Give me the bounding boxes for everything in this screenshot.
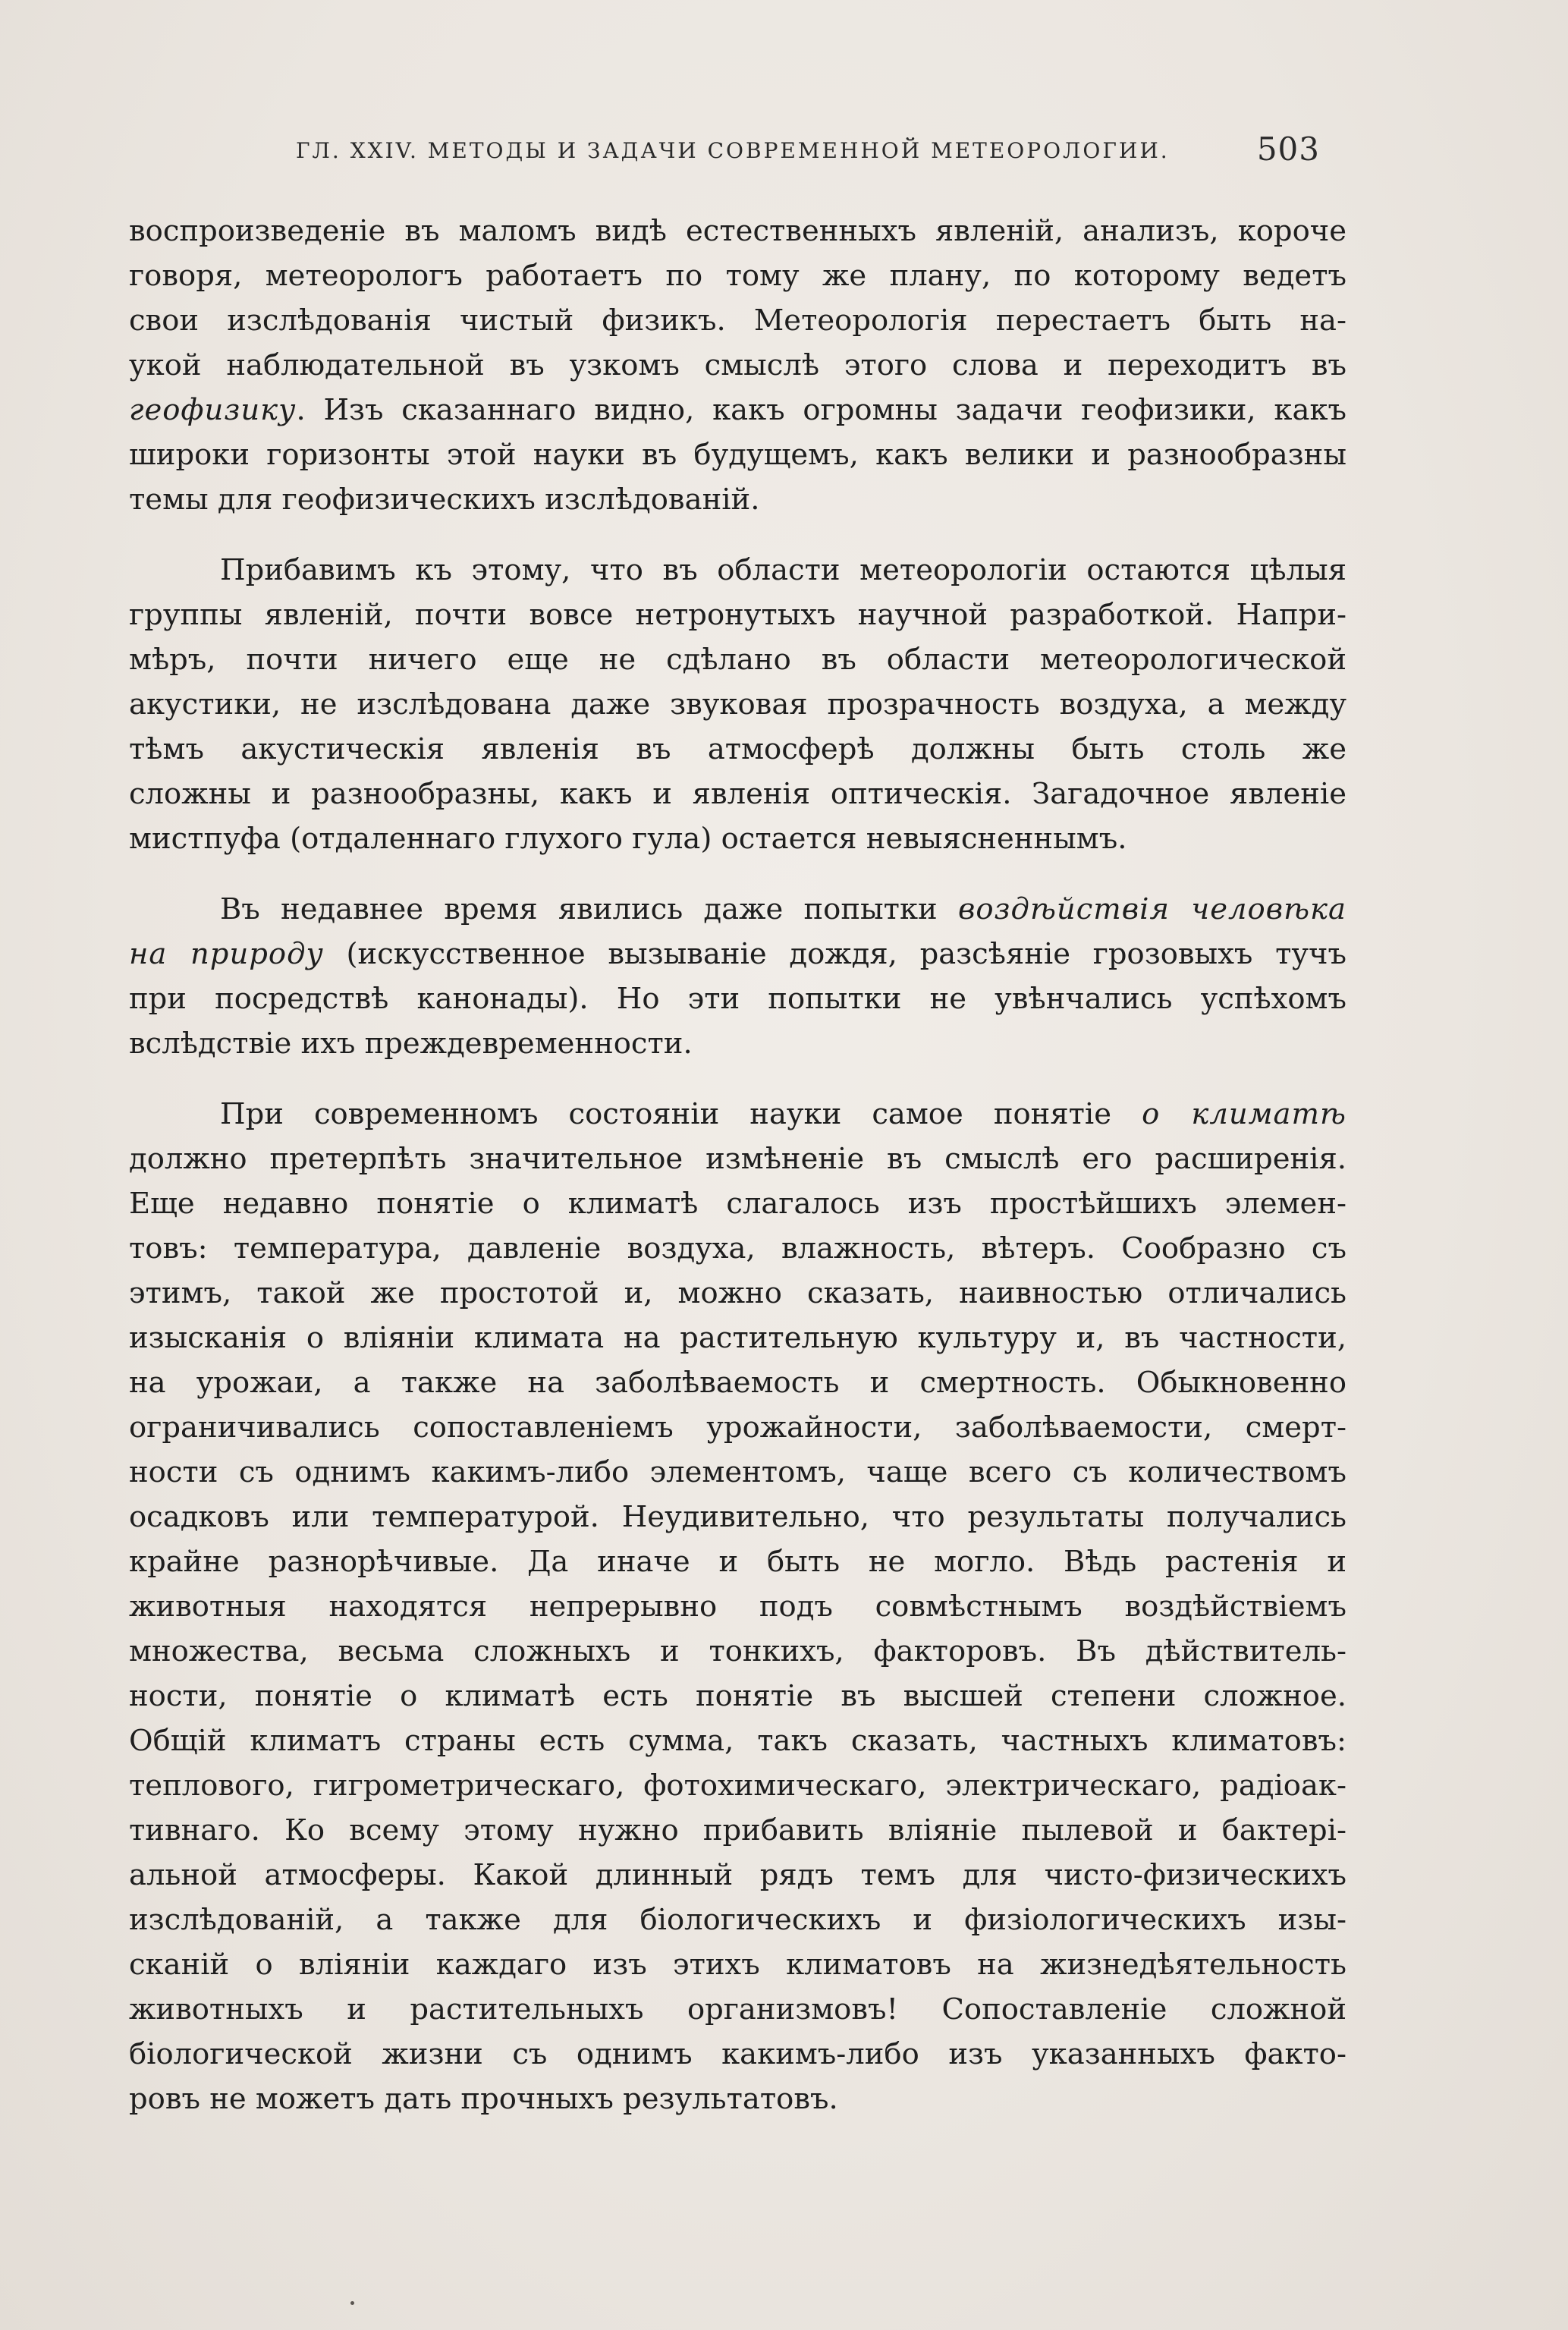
text-run: животныя находятся непрерывно подъ совмѣстнымъ воздѣйствiемъ bbox=[129, 1589, 1346, 1624]
text-line bbox=[129, 1808, 1346, 1853]
text-line bbox=[129, 682, 1346, 727]
paragraph bbox=[129, 1092, 1346, 2121]
paragraph bbox=[129, 887, 1346, 1066]
paper-speck bbox=[350, 2301, 354, 2305]
text-line bbox=[129, 1226, 1346, 1271]
text-line bbox=[129, 1763, 1346, 1808]
text-line bbox=[129, 1942, 1346, 1987]
text-line bbox=[129, 432, 1346, 477]
text-line bbox=[129, 727, 1346, 772]
text-run: группы явленiй, почти вовсе нетронутыхъ научной разработкой. Напри- bbox=[129, 598, 1346, 632]
text-run: бiологической жизни съ однимъ какимъ-либо изъ указанныхъ факто- bbox=[129, 2037, 1346, 2071]
text-line bbox=[129, 298, 1346, 343]
text-run: темы для геофизическихъ изслѣдованiй. bbox=[129, 483, 760, 517]
text-run: этимъ, такой же простотой и, можно сказать, наивностью отличались bbox=[129, 1276, 1346, 1310]
text-run: крайне разнорѣчивые. Да иначе и быть не могло. Вѣдь растенiя и bbox=[129, 1545, 1346, 1579]
text-line bbox=[129, 1316, 1346, 1360]
text-run: сложны и разнообразны, какъ и явленiя оптическiя. Загадочное явленiе bbox=[129, 777, 1346, 811]
text-run: акустики, не изслѣдована даже звуковая прозрачность воздуха, а между bbox=[129, 687, 1346, 722]
running-head bbox=[296, 130, 1320, 176]
text-run: множества, весьма сложныхъ и тонкихъ, факторовъ. Въ дѣйствитель- bbox=[129, 1634, 1346, 1668]
text-line bbox=[129, 1539, 1346, 1584]
text-run: Еще недавно понятiе о климатѣ слагалось изъ простѣйшихъ элемен- bbox=[129, 1187, 1346, 1221]
text-run: изслѣдованiй, а также для бiологическихъ и физiологическихъ изы- bbox=[129, 1903, 1346, 1937]
text-line bbox=[129, 1360, 1346, 1405]
text-line bbox=[129, 1405, 1346, 1450]
text-run: (искусственное вызыванiе дождя, разсѣянiе грозовыхъ тучъ bbox=[323, 937, 1346, 971]
text-run: ровъ не можетъ дать прочныхъ результатовъ. bbox=[129, 2082, 838, 2116]
text-line bbox=[129, 1271, 1346, 1316]
text-run: ности съ однимъ какимъ-либо элементомъ, чаще всего съ количествомъ bbox=[129, 1455, 1346, 1489]
text-line bbox=[129, 1718, 1346, 1763]
paragraph bbox=[129, 209, 1346, 522]
text-line bbox=[129, 1584, 1346, 1629]
text-run: на урожаи, а также на заболѣваемость и смертность. Обыкновенно bbox=[129, 1366, 1346, 1400]
italic-phrase: на природу bbox=[129, 937, 324, 971]
text-run: При современномъ состоянiи науки самое понятiе bbox=[220, 1097, 1142, 1131]
text-run: альной атмосферы. Какой длинный рядъ темъ для чисто-физическихъ bbox=[129, 1858, 1346, 1892]
text-run: тивнаго. Ко всему этому нужно прибавить влiянiе пылевой и бактерi- bbox=[129, 1813, 1346, 1847]
text-run: . Изъ сказаннаго видно, какъ огромны задачи геофизики, какъ bbox=[296, 393, 1346, 427]
text-line bbox=[129, 253, 1346, 298]
italic-phrase: воздѣйствiя человѣка bbox=[957, 892, 1346, 926]
text-run: сканiй о влiянiи каждаго изъ этихъ климатовъ на жизнедѣятельность bbox=[129, 1948, 1346, 1982]
text-line bbox=[129, 976, 1346, 1021]
text-line bbox=[129, 816, 1346, 861]
paragraph bbox=[129, 548, 1346, 861]
text-run: при посредствѣ канонады). Но эти попытки не увѣнчались успѣхомъ bbox=[129, 982, 1346, 1016]
text-run: укой наблюдательной въ узкомъ смыслѣ этого слова и переходитъ въ bbox=[129, 348, 1346, 382]
text-line bbox=[129, 1853, 1346, 1898]
text-line bbox=[129, 887, 1346, 932]
text-line bbox=[129, 388, 1346, 432]
running-title: ГЛ. XXIV. МЕТОДЫ И ЗАДАЧИ СОВРЕМЕННОЙ МЕТЕОРОЛОГИИ. bbox=[296, 138, 1170, 163]
text-run: говоря, метеорологъ работаетъ по тому же плану, по которому ведетъ bbox=[129, 259, 1346, 293]
text-run: должно претерпѣть значительное измѣненiе въ смыслѣ его расширенiя. bbox=[129, 1142, 1346, 1176]
text-line bbox=[129, 1629, 1346, 1674]
text-run: Прибавимъ къ этому, что въ области метеорологiи остаются цѣлыя bbox=[220, 553, 1346, 587]
text-line bbox=[129, 1674, 1346, 1718]
text-run: Въ недавнее время явились даже попытки bbox=[220, 892, 958, 926]
italic-phrase: о климатѣ bbox=[1142, 1097, 1346, 1131]
text-run: теплового, гигрометрическаго, фотохимическаго, электрическаго, радiоак- bbox=[129, 1769, 1346, 1803]
text-run: широки горизонты этой науки въ будущемъ, какъ велики и разнообразны bbox=[129, 438, 1346, 472]
text-line bbox=[129, 2032, 1346, 2077]
text-line bbox=[129, 1450, 1346, 1495]
text-run: изысканiя о влiянiи климата на растительную культуру и, въ частности, bbox=[129, 1321, 1346, 1355]
text-line bbox=[129, 1495, 1346, 1539]
text-line bbox=[129, 1137, 1346, 1181]
text-run: Общiй климатъ страны есть сумма, такъ сказать, частныхъ климатовъ: bbox=[129, 1724, 1346, 1758]
text-line bbox=[129, 1092, 1346, 1137]
text-line bbox=[129, 1181, 1346, 1226]
text-run: свои изслѣдованiя чистый физикъ. Метеорологiя перестаетъ быть на- bbox=[129, 303, 1346, 338]
text-run: воспроизведенiе въ маломъ видѣ естественныхъ явленiй, анализъ, короче bbox=[129, 214, 1346, 248]
text-run: ности, понятiе о климатѣ есть понятiе въ высшей степени сложное. bbox=[129, 1679, 1346, 1713]
text-run: мѣръ, почти ничего еще не сдѣлано въ области метеорологической bbox=[129, 643, 1346, 677]
text-line bbox=[129, 477, 1346, 522]
text-line bbox=[129, 772, 1346, 816]
text-line bbox=[129, 2077, 1346, 2121]
text-run: ограничивались сопоставленiемъ урожайности, заболѣваемости, смерт- bbox=[129, 1410, 1346, 1445]
text-line bbox=[129, 343, 1346, 388]
text-line bbox=[129, 1021, 1346, 1066]
text-line bbox=[129, 593, 1346, 637]
text-line bbox=[129, 209, 1346, 253]
text-line bbox=[129, 637, 1346, 682]
body-text bbox=[129, 209, 1346, 2147]
text-run: мистпуфа (отдаленнаго глухого гула) остается невыясненнымъ. bbox=[129, 822, 1127, 856]
text-run: товъ: температура, давленiе воздуха, влажность, вѣтеръ. Сообразно съ bbox=[129, 1231, 1346, 1266]
text-run: животныхъ и растительныхъ организмовъ! Сопоставленiе сложной bbox=[129, 1992, 1346, 2027]
text-line bbox=[129, 548, 1346, 593]
italic-phrase: геофизику bbox=[129, 393, 297, 427]
text-run: осадковъ или температурой. Неудивительно, что результаты получались bbox=[129, 1500, 1346, 1534]
text-line bbox=[129, 1898, 1346, 1942]
text-line bbox=[129, 932, 1346, 976]
text-run: тѣмъ акустическiя явленiя въ атмосферѣ должны быть столь же bbox=[129, 732, 1346, 766]
page-number: 503 bbox=[1256, 130, 1320, 168]
text-line bbox=[129, 1987, 1346, 2032]
text-run: вслѣдствiе ихъ преждевременности. bbox=[129, 1027, 693, 1061]
